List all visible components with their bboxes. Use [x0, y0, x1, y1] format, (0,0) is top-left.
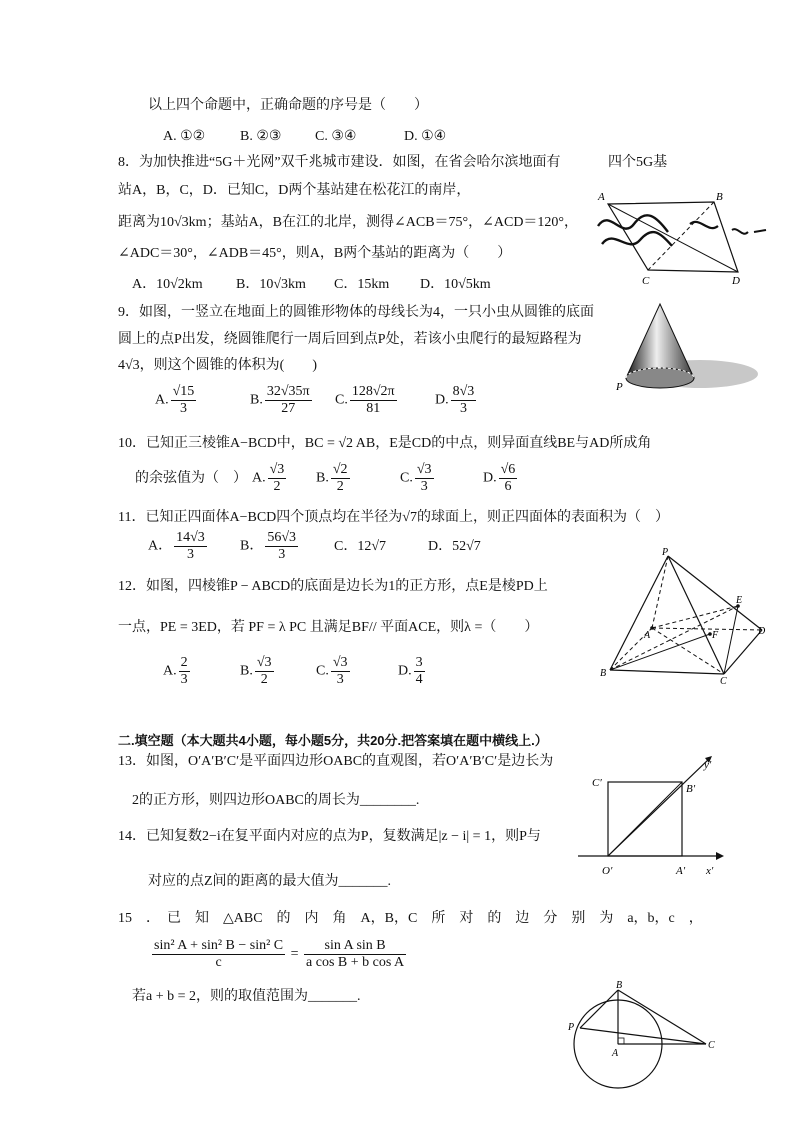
q7-option-d: D. ①④ [404, 129, 447, 144]
q15-line1: 15 ． 已 知 △ABC 的 内 角 A，B，C 所 对 的 边 分 别 为 a，b，c ， [118, 911, 703, 926]
q15-label-b: B [616, 980, 623, 991]
q12-label-c: C [720, 676, 727, 686]
q9-line3: 4√3，则这个圆锥的体积为( ) [118, 358, 318, 373]
q9-cone-figure [608, 302, 768, 403]
q13-line1: 13．如图，O′A′B′C′是平面四边形OABC的直观图，若O′A′B′C′是边长为 [118, 754, 554, 769]
q8-option-d: D．10√5km [420, 277, 491, 292]
q10-option-b: B. $\frac{√2}{2}$ [316, 462, 348, 494]
q10-option-d: D. $\frac{√6}{6}$ [483, 462, 516, 494]
q7-option-a: A. ①② [163, 129, 206, 144]
q7-stem: 以上四个命题中，正确命题的序号是（ ） [148, 98, 428, 113]
q13-figure [578, 752, 728, 885]
q13-line2: 2的正方形，则四边形OABC的周长为________. [132, 793, 420, 808]
q12-option-c: C. $\frac{√3}{3}$ [316, 655, 348, 687]
q9-option-c: C. $\frac{128√2\pi}{81}$ [335, 384, 395, 416]
q13-label-x: x′ [706, 865, 714, 877]
q8-label-c: C [642, 275, 650, 287]
q11-option-c: C．12√7 [334, 539, 387, 554]
q11-option-d: D．52√7 [428, 539, 481, 554]
q7-option-c: C. ③④ [315, 129, 357, 144]
q12-pyramid-figure [596, 546, 776, 691]
q15-equation: $\frac{\text{sin² A + sin² B − sin² C}}{c}$ = $\frac{\text{sin A sin B}}{\text{a cos B + b cos A}}$ [154, 938, 405, 970]
q9-option-a: A. $\frac{√15}{3}$ [155, 384, 195, 416]
q9-option-b: B. $\frac{32√35\pi}{27}$ [250, 384, 310, 416]
q12-option-d: D. $\frac{3}{4}$ [398, 655, 423, 687]
section-heading: 二.填空题（本大题共4小题，每小题5分，共20分.把答案填在题中横线上.） [118, 733, 548, 748]
q10-line1: 10．已知正三棱锥A−BCD中，BC = √2 AB，E是CD的中点，则异面直线BE与AD所成角 [118, 436, 652, 451]
q15-label-a: A [612, 1048, 619, 1059]
q12-line2: 一点，PE = 3ED，若 PF = λ PC 且满足BF// 平面ACE，则λ =（ ） [118, 620, 539, 635]
q13-label-o: O′ [602, 865, 613, 877]
q14-line2: 对应的点Z间的距离的最大值为_______. [148, 874, 392, 889]
q14-line1: 14．已知复数2−i在复平面内对应的点为P，复数满足|z − i| = 1，则P与 [118, 829, 541, 844]
q8-line1-right: 四个5G基 [608, 155, 668, 170]
q9-label-p: P [616, 381, 623, 393]
q12-option-a: A. $\frac{2}{3}$ [163, 655, 188, 687]
q9-line2: 圆上的点P出发，绕圆锥爬行一周后回到点P处，若该小虫爬行的最短路程为 [118, 332, 582, 347]
q10-option-c: C. $\frac{√3}{3}$ [400, 462, 432, 494]
q15-label-p: P [568, 1022, 575, 1033]
q8-label-a: A [598, 191, 605, 203]
q8-option-a: A．10√2km [132, 277, 203, 292]
q13-label-b: B′ [686, 783, 696, 795]
q12-label-b: B [600, 668, 607, 679]
q12-label-f: F [712, 630, 719, 641]
q12-label-e: E [736, 595, 743, 606]
q12-line1: 12．如图，四棱锥P − ABCD的底面是边长为1的正方形，点E是棱PD上 [118, 579, 548, 594]
q8-line4: ∠ADC＝30°，∠ADB＝45°，则A，B两个基站的距离为（ ） [118, 246, 512, 261]
q10-option-a: A. $\frac{√3}{2}$ [252, 462, 285, 494]
q15-label-c: C [708, 1040, 715, 1051]
q8-option-b: B．10√3km [236, 277, 306, 292]
q8-line3: 距离为10√3km；基站A，B在江的北岸，测得∠ACB＝75°，∠ACD＝120°， [118, 215, 579, 230]
q10-line2: 的余弦值为（ ） [135, 471, 247, 486]
q12-label-a: A [644, 630, 651, 641]
q9-option-d: D. $\frac{8√3}{3}$ [435, 384, 475, 416]
q15-line3: 若a + b = 2，则的取值范围为_______. [132, 989, 361, 1004]
q12-label-d: D [758, 626, 766, 637]
q11-option-b: B． $\frac{56√3}{3}$ [240, 530, 297, 562]
q13-label-y: y′ [704, 759, 712, 771]
q13-label-a: A′ [676, 865, 686, 877]
q8-figure [590, 188, 770, 293]
q8-line2: 站A，B，C，D．已知C，D两个基站建在松花江的南岸， [118, 183, 471, 198]
q8-option-c: C．15km [334, 277, 390, 292]
q7-option-b: B. ②③ [240, 129, 282, 144]
q13-label-c: C′ [592, 777, 602, 789]
q9-line1: 9．如图，一竖立在地面上的圆锥形物体的母线长为4，一只小虫从圆锥的底面 [118, 305, 594, 320]
q15-figure [562, 978, 732, 1095]
q11-line1: 11．已知正四面体A−BCD四个顶点均在半径为√7的球面上，则正四面体的表面积为（ ） [118, 510, 669, 525]
q12-label-p: P [662, 547, 669, 558]
q8-label-b: B [716, 191, 723, 203]
q8-label-d: D [732, 275, 740, 287]
q11-option-a: A． $\frac{14√3}{3}$ [148, 530, 205, 562]
q8-line1: 8．为加快推进“5G＋光网”双千兆城市建设．如图，在省会哈尔滨地面有 [118, 155, 561, 170]
q12-option-b: B. $\frac{√3}{2}$ [240, 655, 272, 687]
